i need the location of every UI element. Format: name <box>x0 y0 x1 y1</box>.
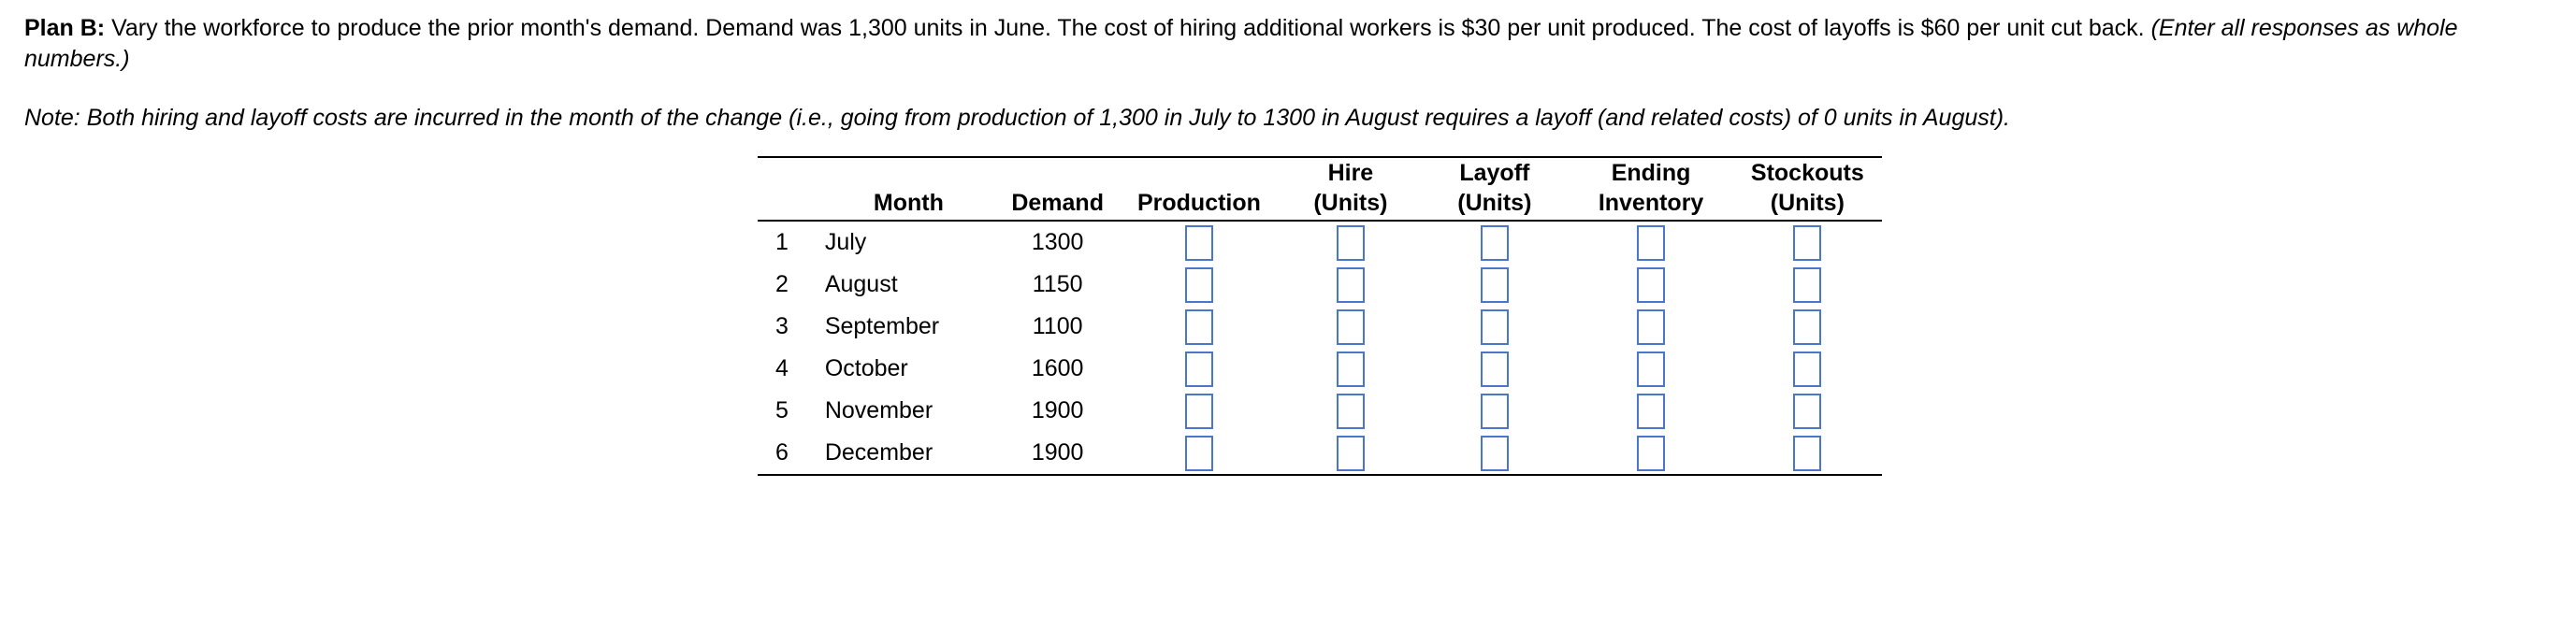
table-body <box>758 221 1882 475</box>
table-header <box>758 157 1882 221</box>
table-row <box>758 221 1882 264</box>
production-input[interactable] <box>1185 394 1213 429</box>
plan-description: Vary the workforce to produce the prior month's demand. Demand was 1,300 units in June. The cost of hiring additional workers is $30 per unit produced. The cost of layoffs is $60 per unit cut back. <box>105 15 2151 41</box>
row-number: 4 <box>774 355 789 381</box>
row-number: 6 <box>758 432 819 475</box>
row-number: 5 <box>774 397 789 423</box>
table-row <box>758 390 1882 432</box>
header-num <box>758 157 819 221</box>
instruction-text: (Enter all responses as whole numbers.) <box>24 15 2458 72</box>
header-layoff: Layoff (Units) <box>1420 157 1569 221</box>
ending-inventory-input[interactable] <box>1637 267 1665 303</box>
stockouts-input[interactable] <box>1793 352 1821 387</box>
demand-cell: 1600 <box>1031 355 1084 381</box>
demand-cell: 1900 <box>1031 397 1084 423</box>
plan-label: Plan B: <box>24 15 106 41</box>
table-row <box>758 306 1882 348</box>
demand-cell: 1150 <box>1032 271 1083 297</box>
hire-input[interactable] <box>1337 267 1365 303</box>
table-row <box>758 348 1882 390</box>
table-row <box>758 432 1882 475</box>
month-cell: August <box>824 271 898 297</box>
month-cell: October <box>824 355 908 381</box>
problem-statement <box>24 13 2531 75</box>
plan-table <box>758 156 1882 476</box>
header-demand: Demand <box>998 157 1117 221</box>
month-cell: July <box>824 229 867 255</box>
production-input[interactable] <box>1185 352 1213 387</box>
stockouts-input[interactable] <box>1793 267 1821 303</box>
production-input[interactable] <box>1185 225 1213 261</box>
hire-input[interactable] <box>1337 309 1365 345</box>
ending-inventory-input[interactable] <box>1637 436 1665 471</box>
ending-inventory-input[interactable] <box>1637 394 1665 429</box>
stockouts-input[interactable] <box>1793 394 1821 429</box>
stockouts-input[interactable] <box>1793 436 1821 471</box>
layoff-input[interactable] <box>1481 225 1509 261</box>
month-cell: September <box>824 313 940 339</box>
header-stockouts: Stockouts (Units) <box>1733 157 1882 221</box>
hire-input[interactable] <box>1337 436 1365 471</box>
layoff-input[interactable] <box>1481 267 1509 303</box>
layoff-input[interactable] <box>1481 352 1509 387</box>
row-number: 1 <box>774 229 789 255</box>
table-row <box>758 264 1882 306</box>
production-input[interactable] <box>1185 436 1213 471</box>
layoff-input[interactable] <box>1481 394 1509 429</box>
stockouts-input[interactable] <box>1793 225 1821 261</box>
hire-input[interactable] <box>1337 352 1365 387</box>
row-number: 2 <box>774 271 789 297</box>
demand-cell: 1900 <box>998 432 1117 475</box>
layoff-input[interactable] <box>1481 436 1509 471</box>
month-cell: November <box>824 397 933 423</box>
production-input[interactable] <box>1185 267 1213 303</box>
hire-input[interactable] <box>1337 225 1365 261</box>
header-production: Production <box>1117 157 1281 221</box>
production-input[interactable] <box>1185 309 1213 345</box>
note-text: Note: Both hiring and layoff costs are incurred in the month of the change (i.e., going from production of 1,300 in July to 1300 in August requires a layoff (and related costs) of 0 units in August). <box>24 105 2010 131</box>
demand-cell: 1300 <box>1031 229 1084 255</box>
row-number: 3 <box>774 313 789 339</box>
ending-inventory-input[interactable] <box>1637 309 1665 345</box>
month-cell: December <box>819 432 998 475</box>
header-month: Month <box>819 157 998 221</box>
layoff-input[interactable] <box>1481 309 1509 345</box>
header-hire: Hire (Units) <box>1281 157 1421 221</box>
ending-inventory-input[interactable] <box>1637 352 1665 387</box>
hire-input[interactable] <box>1337 394 1365 429</box>
stockouts-input[interactable] <box>1793 309 1821 345</box>
header-ending-inventory: Ending Inventory <box>1569 157 1732 221</box>
demand-cell: 1100 <box>1032 313 1083 339</box>
ending-inventory-input[interactable] <box>1637 225 1665 261</box>
